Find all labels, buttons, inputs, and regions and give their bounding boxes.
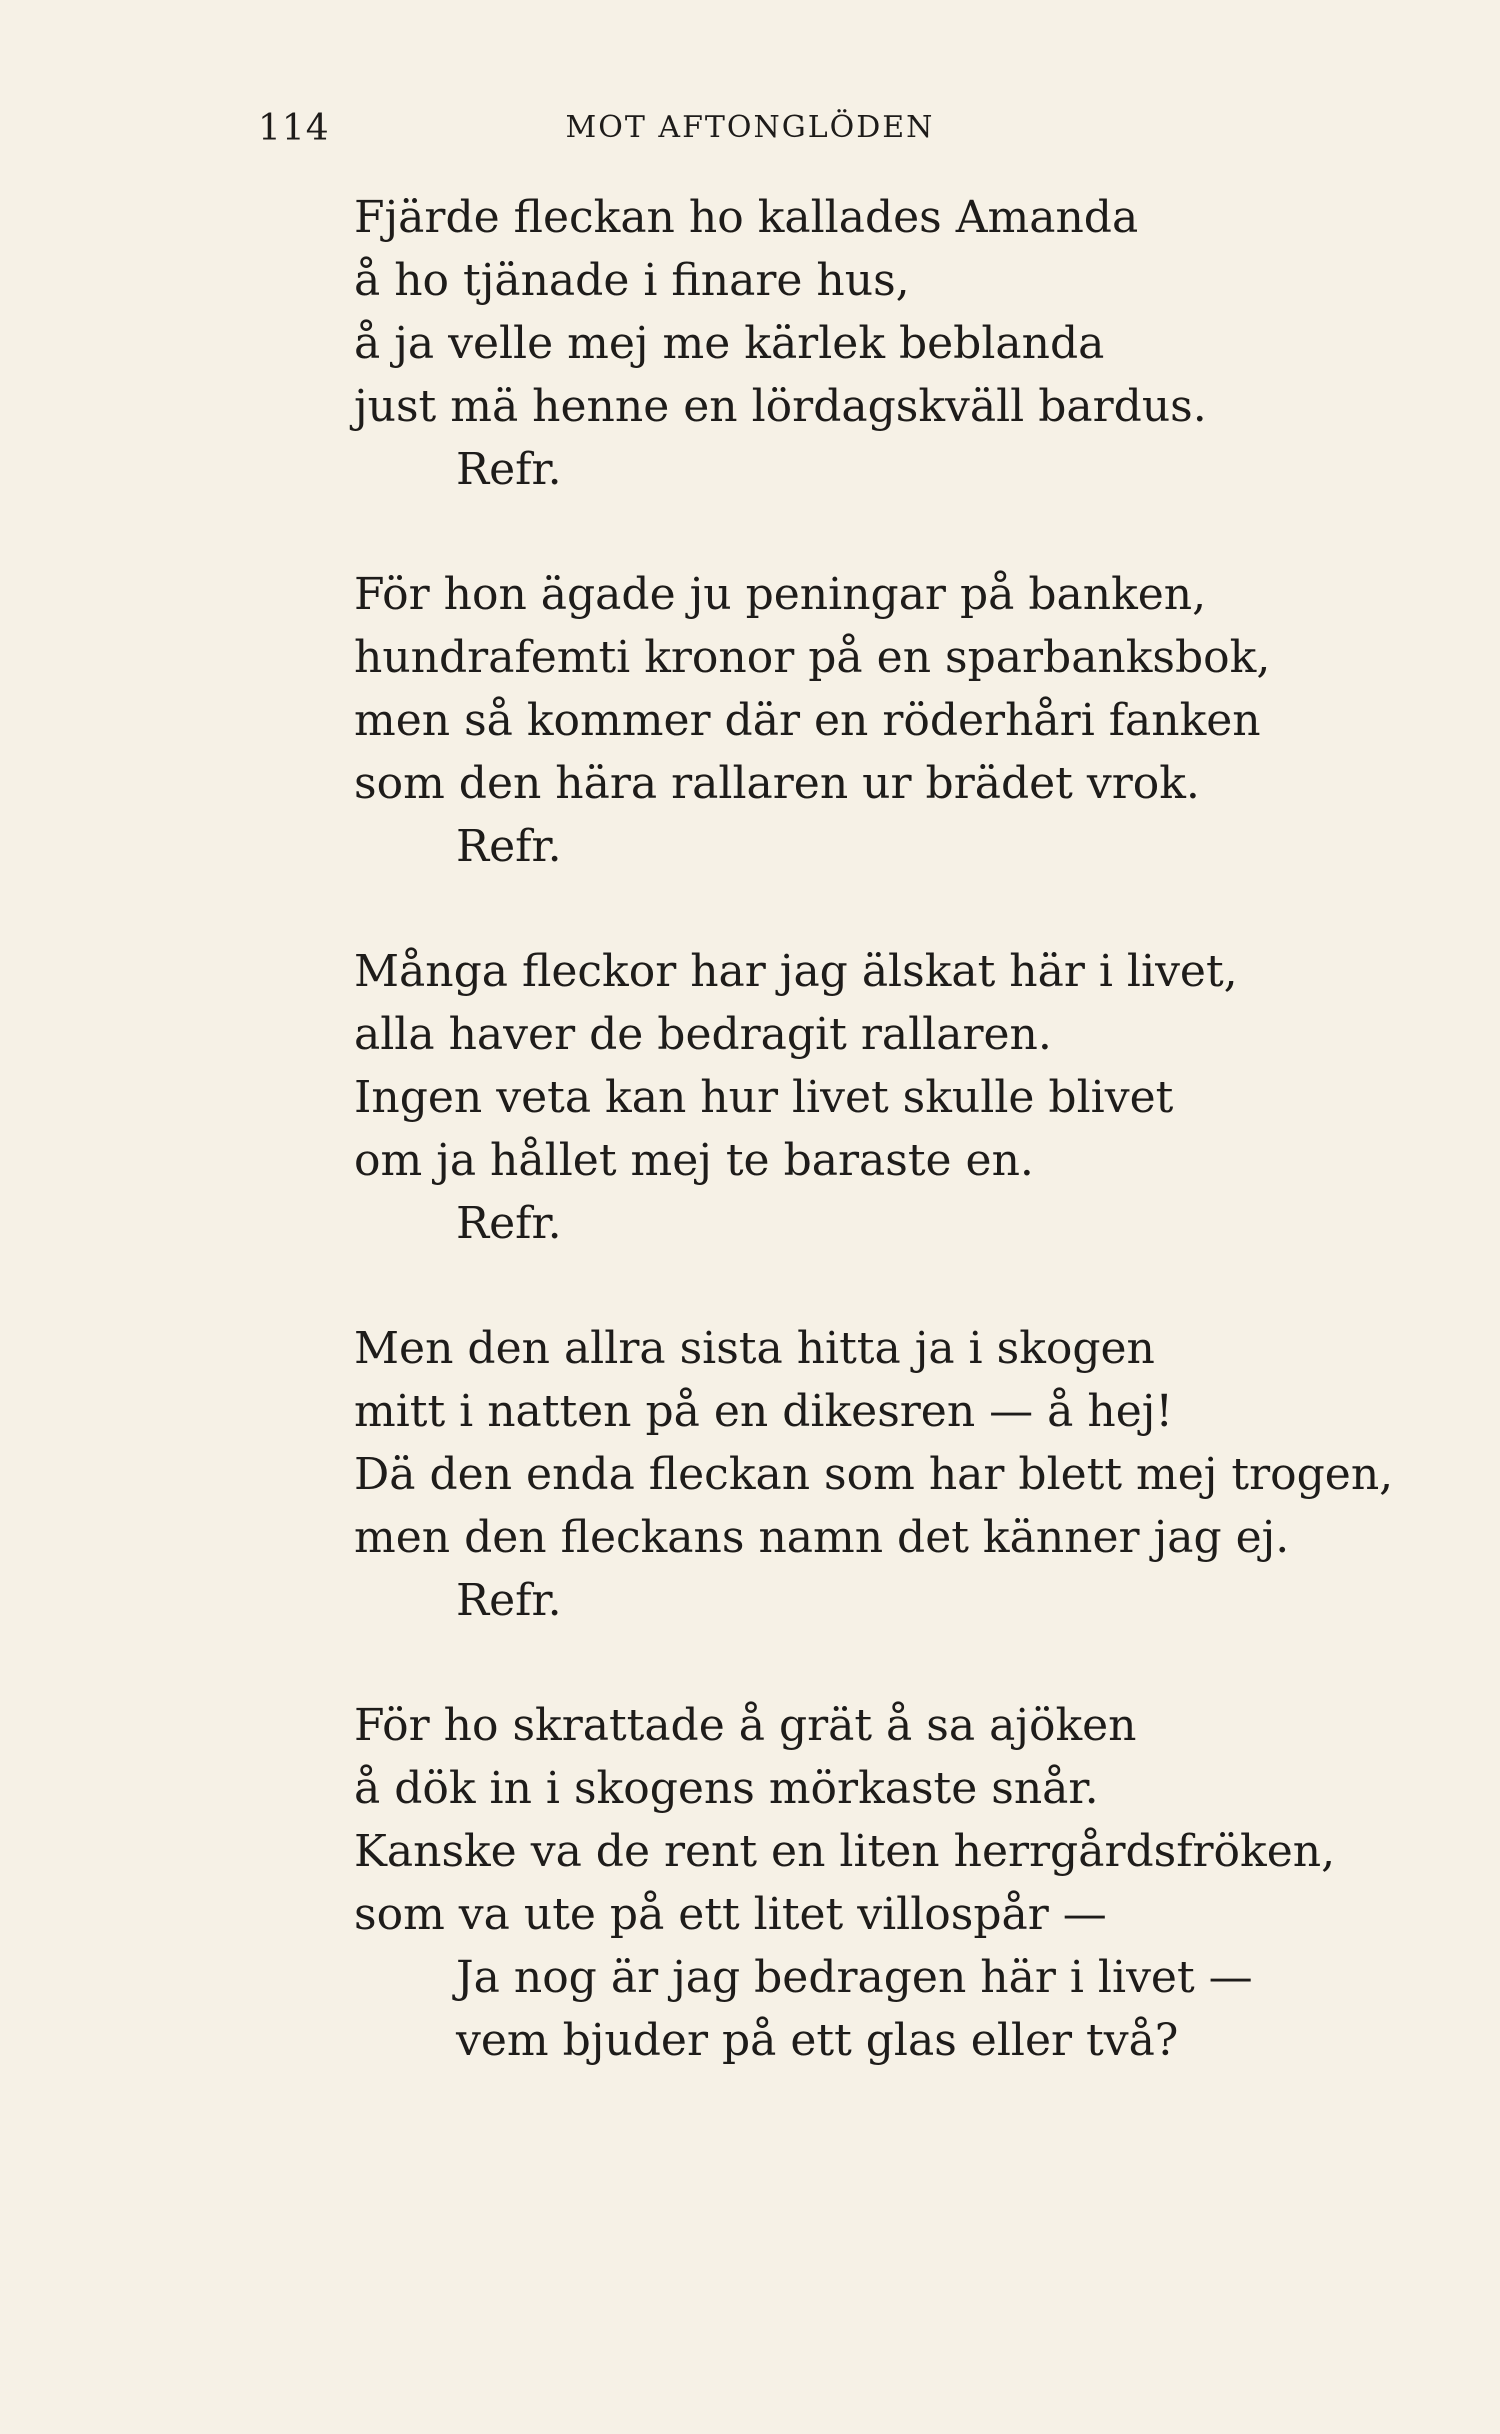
refrain-marker: Refr. xyxy=(456,1575,562,1626)
verse-line: hundrafemti kronor på en sparbanksbok, xyxy=(354,632,1271,683)
closing-line: Ja nog är jag bedragen här i livet — xyxy=(456,1952,1253,2003)
verse-line: För ho skrattade å grät å sa ajöken xyxy=(354,1700,1137,1751)
verse-line: Ingen veta kan hur livet skulle blivet xyxy=(354,1072,1174,1123)
verse-line: Fjärde fleckan ho kallades Amanda xyxy=(354,192,1139,243)
verse-line: å dök in i skogens mörkaste snår. xyxy=(354,1763,1099,1814)
page-number: 114 xyxy=(258,108,330,149)
closing-line: vem bjuder på ett glas eller två? xyxy=(456,2015,1179,2066)
stanza-gap xyxy=(354,1632,1494,1694)
poem-text xyxy=(354,186,1494,2072)
stanza-gap xyxy=(354,878,1494,940)
refrain-marker: Refr. xyxy=(456,444,562,495)
verse-line: å ho tjänade i finare hus, xyxy=(354,255,910,306)
stanza xyxy=(354,1317,1494,1694)
verse-line: För hon ägade ju peningar på banken, xyxy=(354,569,1207,620)
stanza-gap xyxy=(354,501,1494,563)
verse-line: Kanske va de rent en liten herrgårdsfröken, xyxy=(354,1826,1336,1877)
refrain-marker: Refr. xyxy=(456,821,562,872)
verse-line: just mä henne en lördagskväll bardus. xyxy=(354,381,1207,432)
verse-line: Dä den enda fleckan som har blett mej trogen, xyxy=(354,1449,1394,1500)
running-title: MOT AFTONGLÖDEN xyxy=(565,110,935,145)
stanza xyxy=(354,1694,1494,2072)
verse-line: som va ute på ett litet villospår — xyxy=(354,1889,1107,1940)
verse-line: men så kommer där en röderhåri fanken xyxy=(354,695,1261,746)
verse-line: mitt i natten på en dikesren — å hej! xyxy=(354,1386,1174,1437)
verse-line: men den fleckans namn det känner jag ej. xyxy=(354,1512,1290,1563)
refrain-marker: Refr. xyxy=(456,1198,562,1249)
stanza xyxy=(354,563,1494,940)
verse-line: om ja hållet mej te baraste en. xyxy=(354,1135,1034,1186)
verse-line: Men den allra sista hitta ja i skogen xyxy=(354,1323,1155,1374)
stanza xyxy=(354,186,1494,563)
stanza xyxy=(354,940,1494,1317)
verse-line: som den hära rallaren ur brädet vrok. xyxy=(354,758,1200,809)
verse-line: å ja velle mej me kärlek beblanda xyxy=(354,318,1105,369)
verse-line: alla haver de bedragit rallaren. xyxy=(354,1009,1052,1060)
stanza-gap xyxy=(354,1255,1494,1317)
verse-line: Många fleckor har jag älskat här i livet, xyxy=(354,946,1238,997)
